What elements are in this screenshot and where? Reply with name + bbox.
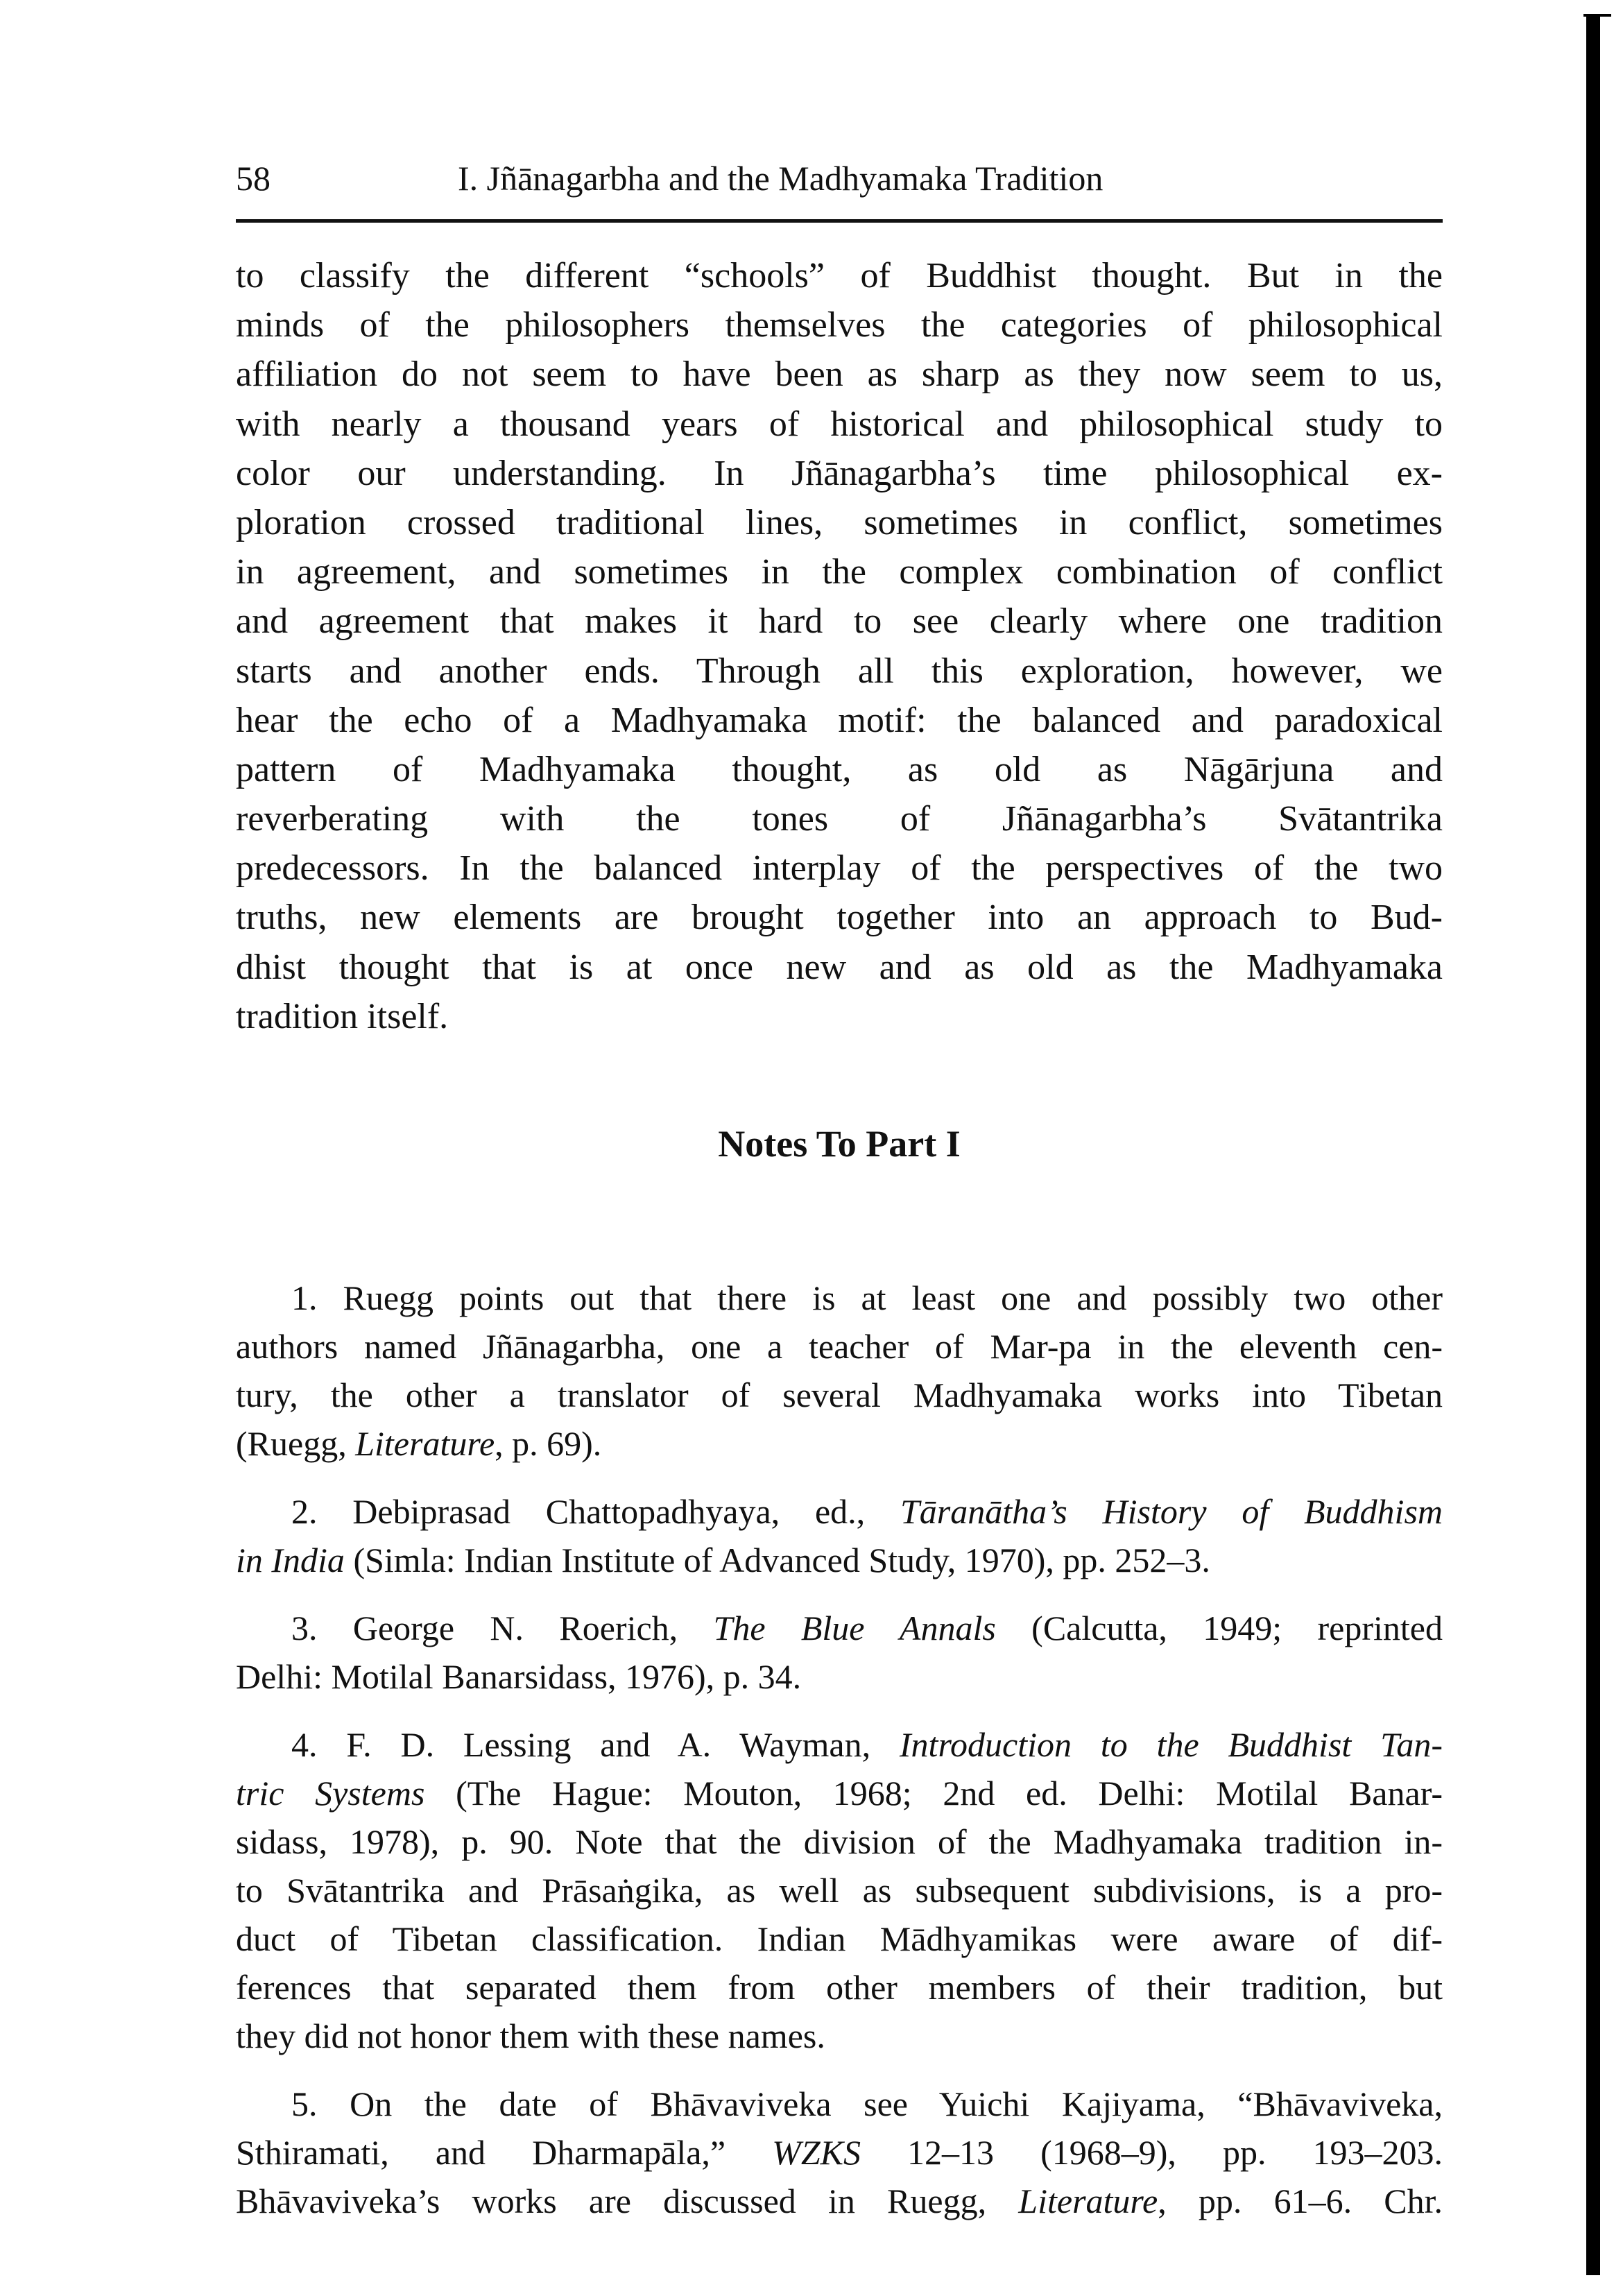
body-line: and agreement that makes it hard to see clearly where one tradition: [236, 601, 1443, 642]
body-line: hear the echo of a Madhyamaka motif: the balanced and paradoxical: [236, 700, 1443, 740]
body-paragraph: [236, 251, 1443, 1041]
body-line: ploration crossed traditional lines, sometimes in conflict, sometimes: [236, 502, 1443, 542]
body-line: dhist thought that is at once new and as old as the Madhyamaka: [236, 947, 1443, 987]
body-line: affiliation do not seem to have been as sharp as they now seem to us,: [236, 354, 1443, 395]
body-line: in agreement, and sometimes in the complex combination of conflict: [236, 552, 1443, 592]
body-line: starts and another ends. Through all this exploration, however, we: [236, 651, 1443, 691]
footnote-5: [236, 2080, 1443, 2225]
footnote-line: to Svātantrika and Prāsaṅgika, as well as subsequent subdivisions, is a pro-: [236, 1871, 1443, 1910]
page-header: [236, 158, 1443, 214]
body-line: color our understanding. In Jñānagarbha’s time philosophical ex-: [236, 453, 1443, 493]
footnote-3: [236, 1604, 1443, 1701]
footnote-2: [236, 1487, 1443, 1584]
footnote-line: tury, the other a translator of several Madhyamaka works into Tibetan: [236, 1376, 1443, 1414]
body-line: minds of the philosophers themselves the categories of philosophical: [236, 305, 1443, 345]
body-line: tradition itself.: [236, 996, 449, 1036]
running-head: I. Jñānagarbha and the Madhyamaka Tradition: [458, 159, 1104, 198]
footnote-4: [236, 1720, 1443, 2060]
page-number: 58: [236, 159, 270, 198]
header-rule: [236, 219, 1443, 223]
body-line: reverberating with the tones of Jñānagarbha’s Svātantrika: [236, 799, 1443, 839]
footnote-line: Delhi: Motilal Banarsidass, 1976), p. 34.: [236, 1657, 802, 1696]
body-line: truths, new elements are brought together into an approach to Bud-: [236, 898, 1443, 938]
footnote-line: duct of Tibetan classification. Indian Mādhyamikas were aware of dif-: [236, 1919, 1443, 1958]
footnote-line: 4. F. D. Lessing and A. Wayman, Introduction to the Buddhist Tan-: [291, 1725, 1443, 1764]
body-line: to classify the different “schools” of Buddhist thought. But in the: [236, 256, 1443, 295]
footnote-line: ferences that separated them from other members of their tradition, but: [236, 1968, 1443, 2007]
footnote-line: 2. Debiprasad Chattopadhyaya, ed., Tāranātha’s History of Buddhism: [291, 1492, 1443, 1531]
footnote-line: tric Systems (The Hague: Mouton, 1968; 2nd ed. Delhi: Motilal Banar-: [236, 1774, 1443, 1813]
body-line: with nearly a thousand years of historical and philosophical study to: [236, 404, 1443, 444]
notes-list: [236, 1274, 1443, 2245]
footnote-line: authors named Jñānagarbha, one a teacher of Mar-pa in the eleventh cen-: [236, 1327, 1443, 1366]
footnote-1: [236, 1274, 1443, 1468]
footnote-line: (Ruegg, Literature, p. 69).: [236, 1424, 602, 1463]
footnote-line: 1. Ruegg points out that there is at least one and possibly two other: [291, 1278, 1443, 1317]
footnote-line: in India (Simla: Indian Institute of Advanced Study, 1970), pp. 252–3.: [236, 1541, 1210, 1579]
footnote-line: 3. George N. Roerich, The Blue Annals (Calcutta, 1949; reprinted: [291, 1609, 1443, 1647]
footnote-line: sidass, 1978), p. 90. Note that the division of the Madhyamaka tradition in-: [236, 1822, 1443, 1861]
scan-border-cap: [1583, 14, 1611, 17]
footnote-line: Sthiramati, and Dharmapāla,” WZKS 12–13 (1968–9), pp. 193–203.: [236, 2133, 1443, 2172]
body-line: predecessors. In the balanced interplay of the perspectives of the two: [236, 848, 1443, 889]
footnote-line: they did not honor them with these names.: [236, 2016, 825, 2055]
footnote-line: 5. On the date of Bhāvaviveka see Yuichi Kajiyama, “Bhāvaviveka,: [291, 2084, 1443, 2123]
notes-heading: Notes To Part I: [718, 1123, 961, 1165]
body-line: pattern of Madhyamaka thought, as old as Nāgārjuna and: [236, 749, 1443, 789]
scan-border: [1586, 14, 1600, 2275]
footnote-line: Bhāvaviveka’s works are discussed in Ruegg, Literature, pp. 61–6. Chr.: [236, 2182, 1443, 2220]
